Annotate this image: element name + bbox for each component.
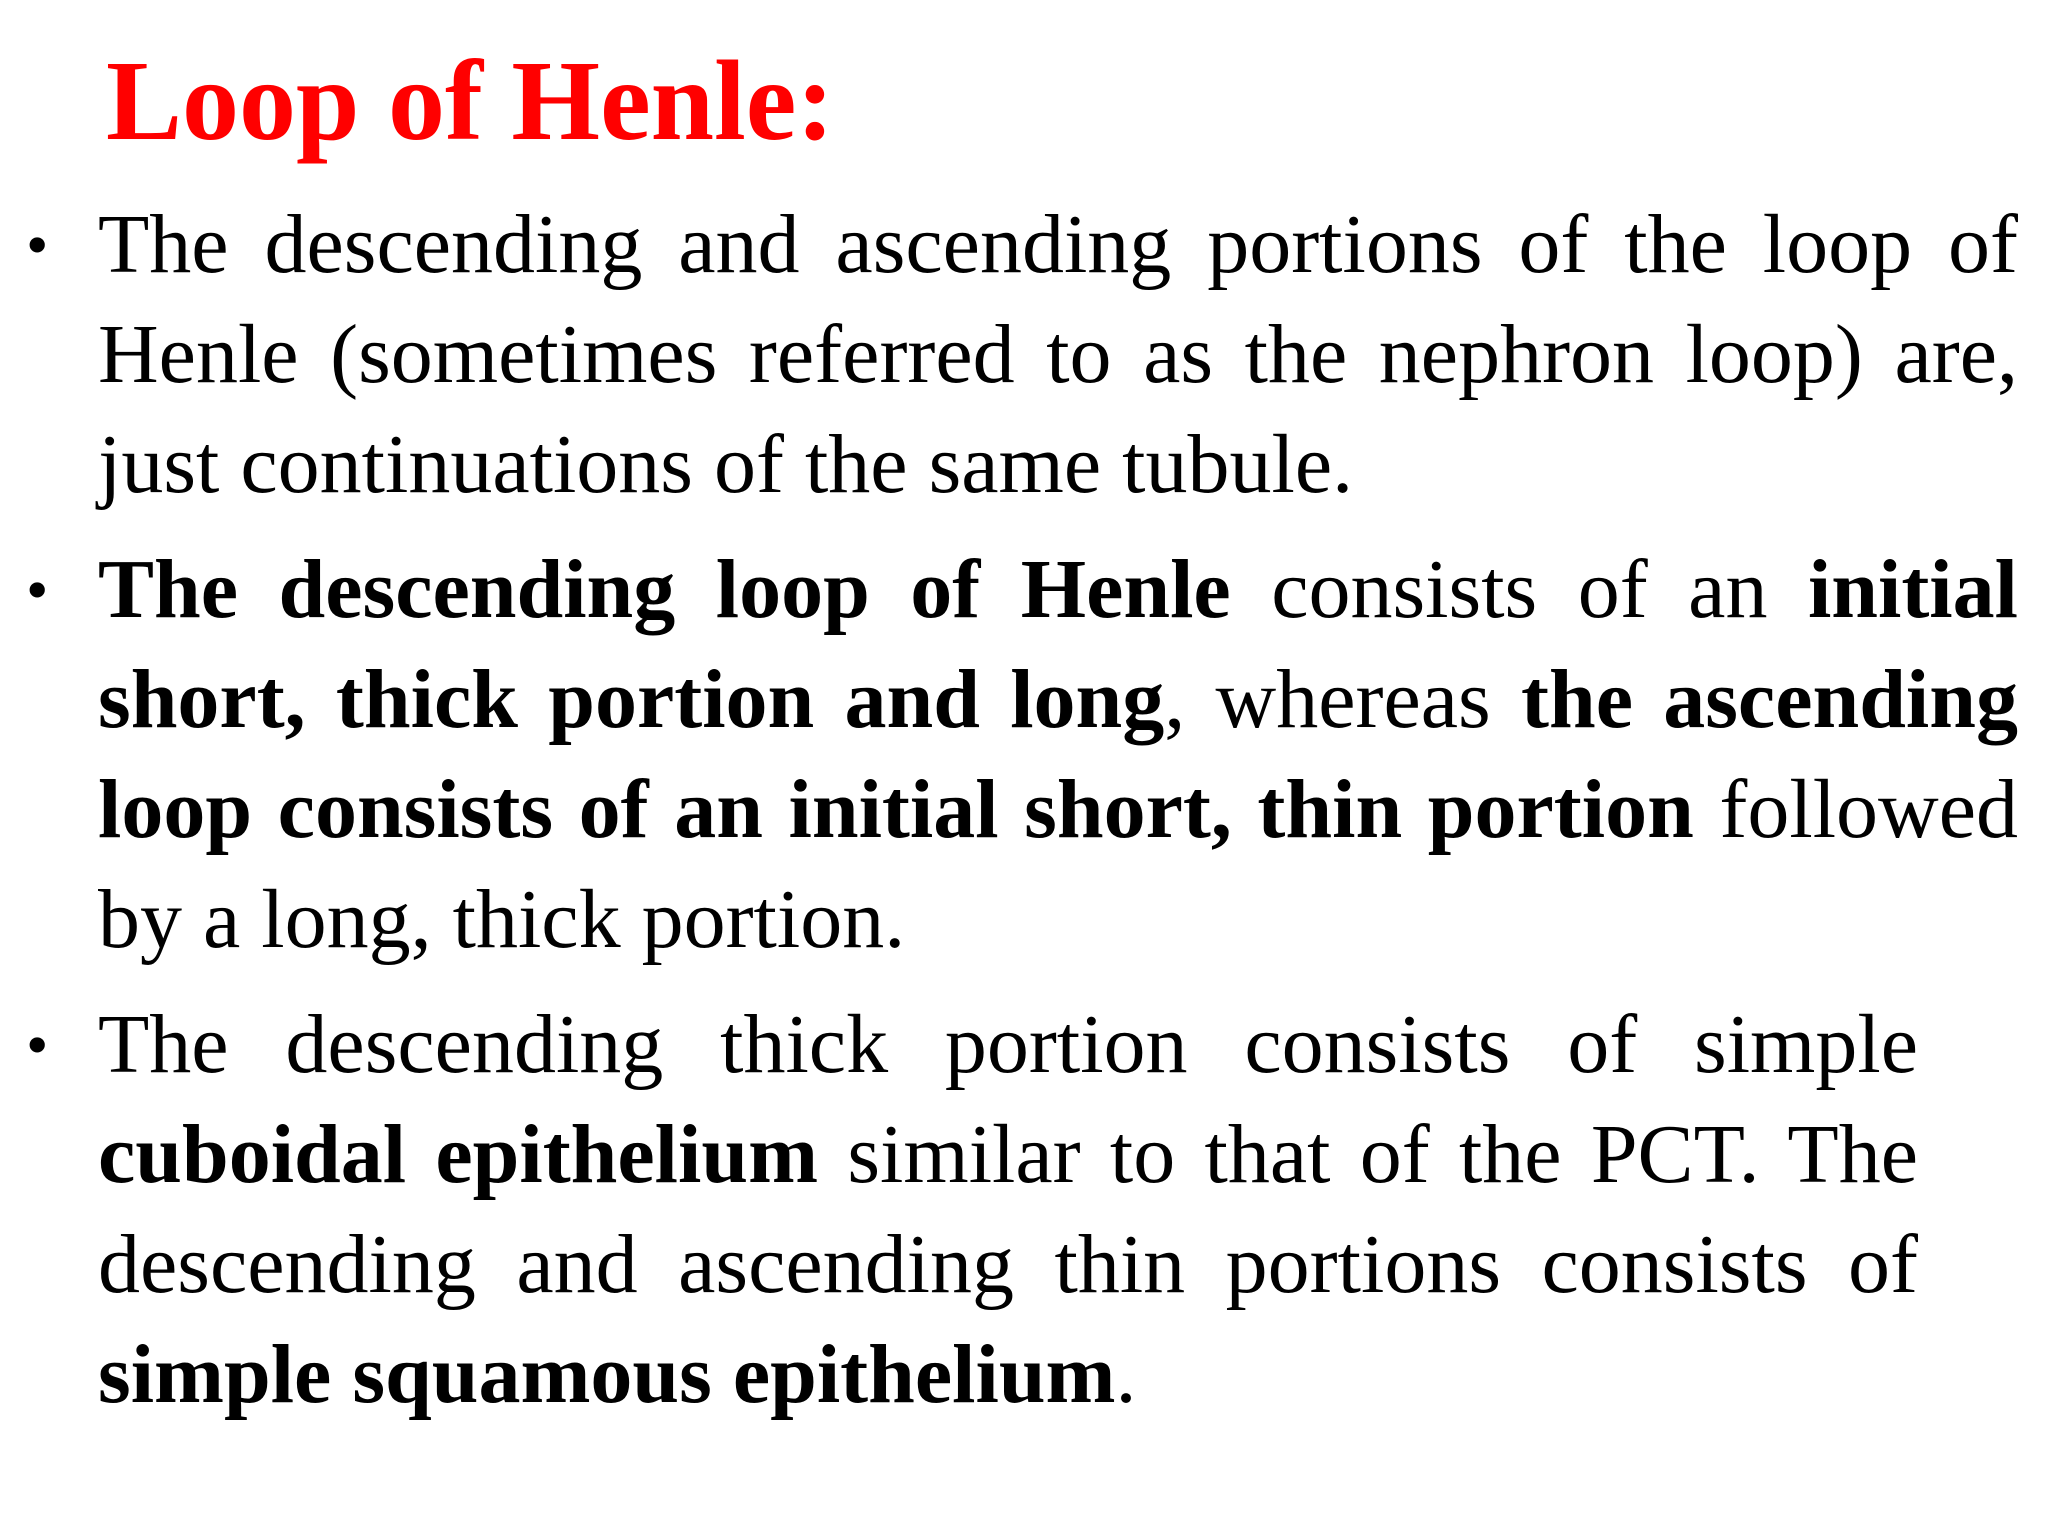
- bullet-2-run-4: , whereas: [1164, 653, 1521, 746]
- bullet-2-run-5: the ascending loop consists of an initial short, thin portion: [98, 653, 2018, 856]
- bullet-item-2: [26, 535, 2018, 975]
- slide-title: Loop of Henle:: [106, 37, 835, 164]
- bullet-dot: •: [26, 1009, 49, 1080]
- bullet-1-text: The descending and ascending portions of the loop of Henle (sometimes referred to as the nephron loop) are, just continuations of the same tubule.: [98, 198, 2018, 511]
- bullet-3-run-4: simple squamous epithelium: [98, 1328, 1116, 1421]
- bullet-2-run-6: followed by a long, thick portion.: [98, 763, 2018, 966]
- bullet-item-3: [26, 990, 1918, 1430]
- bullet-3-run-1: The descending thick portion consists of simple: [98, 998, 1918, 1091]
- bullet-2-run-2: consists of an: [1230, 543, 1808, 636]
- bullet-2-run-1: The descending loop of Henle: [98, 543, 1231, 636]
- bullet-item-1: [26, 190, 2018, 520]
- bullet-dot: •: [26, 209, 49, 280]
- bullet-2-run-3: initial short, thick portion and long: [98, 543, 2018, 746]
- bullet-dot: •: [26, 554, 49, 625]
- bullet-3-run-2: cuboidal epithelium: [98, 1108, 819, 1201]
- bullet-3-run-5: .: [1115, 1328, 1137, 1421]
- bullet-3-run-3: similar to that of the PCT. The descending and ascending thin portions consists of: [98, 1108, 1918, 1311]
